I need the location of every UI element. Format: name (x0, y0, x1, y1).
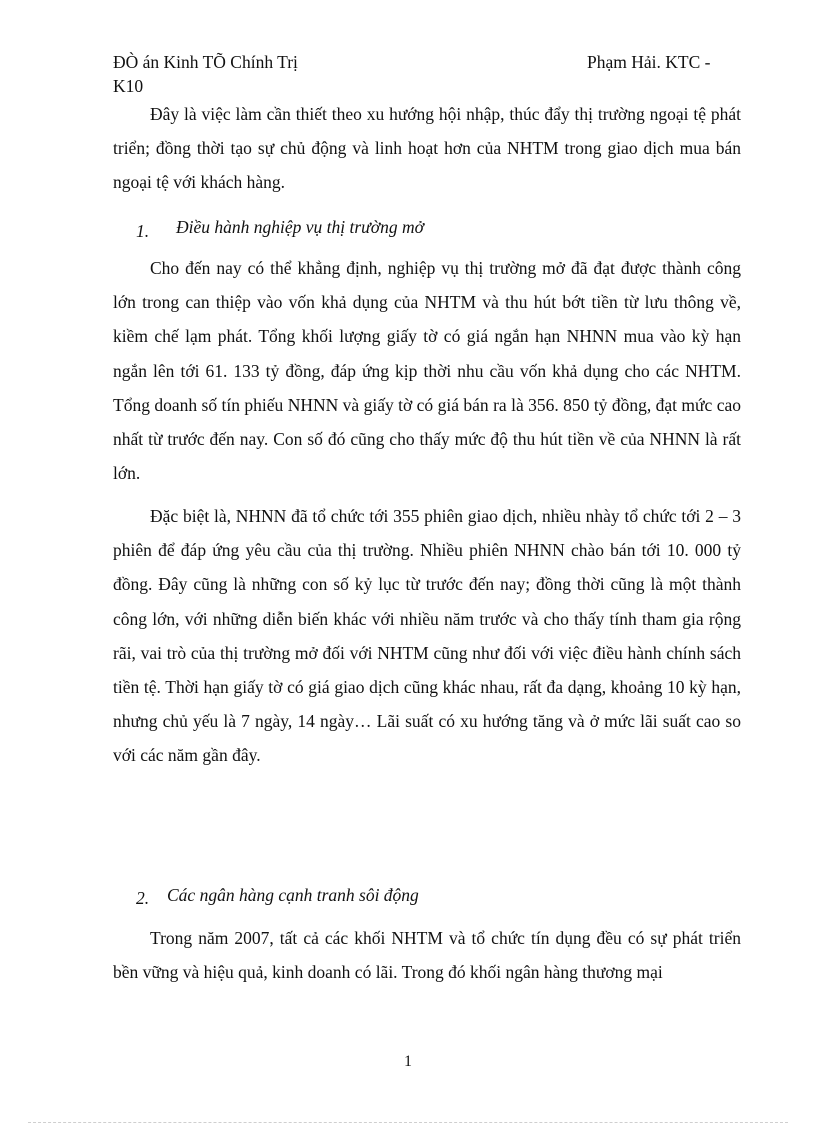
page-number: 1 (404, 1053, 412, 1070)
section-heading-2-title: Các ngân hàng cạnh tranh sôi động (167, 885, 419, 905)
paragraph-competition: Trong năm 2007, tất cả các khối NHTM và tổ chức tín dụng đều có sự phát triển bền vững và hiệu quả, kinh doanh có lãi. Trong đó khối ngân hàng thương mại (113, 928, 741, 983)
section-heading-1-number: 1. (136, 221, 150, 241)
header-class-code: K10 (113, 76, 144, 96)
paragraph-sessions: Đặc biệt là, NHNN đã tổ chức tới 355 phiên giao dịch, nhiều nhày tổ chức tới 2 – 3 phiên để đáp ứng yêu cầu của thị trường. Nhiều phiên NHNN chào bán tới 10. 000 tỷ đồng. Đây cũng là những con số kỷ lục từ trước đến nay; đồng thời cũng là một thành công lớn, với những diễn biến khác với nhiều năm trước và cho thấy tính tham gia rộng rãi, vai trò của thị trường mở đối với NHTM cũng như đối với việc điều hành chính sách tiền tệ. Thời hạn giấy tờ có giá giao dịch cũng khác nhau, rất đa dạng, khoảng 10 kỳ hạn, nhưng chủ yếu là 7 ngày, 14 ngày… Lãi suất có xu hướng tăng và ở mức lãi suất cao so với các năm gần đây. (113, 506, 741, 766)
header-author: Phạm Hải. KTC - (587, 52, 711, 72)
header-title: ĐÒ án Kinh TÕ Chính Trị (113, 52, 298, 72)
paragraph-intro: Đây là việc làm cần thiết theo xu hướng hội nhập, thúc đẩy thị trường ngoại tệ phát triển; đồng thời tạo sự chủ động và linh hoạt hơn của NHTM trong giao dịch mua bán ngoại tệ với khách hàng. (113, 104, 741, 193)
section-heading-2-number: 2. (136, 888, 150, 908)
section-heading-1-title: Điều hành nghiệp vụ thị trường mở (176, 217, 424, 237)
paragraph-open-market: Cho đến nay có thể khẳng định, nghiệp vụ thị trường mở đã đạt được thành công lớn trong can thiệp vào vốn khả dụng của NHTM và thu hút bớt tiền từ lưu thông về, kiềm chế lạm phát. Tổng khối lượng giấy tờ có giá ngắn hạn NHNN mua vào kỳ hạn ngắn lên tới 61. 133 tỷ đồng, đáp ứng kịp thời nhu cầu vốn khả dụng cho các NHTM. Tổng doanh số tín phiếu NHNN và giấy tờ có giá bán ra là 356. 850 tỷ đồng, đạt mức cao nhất từ trước đến nay. Con số đó cũng cho thấy mức độ thu hút tiền về của NHNN là rất lớn. (113, 258, 741, 484)
